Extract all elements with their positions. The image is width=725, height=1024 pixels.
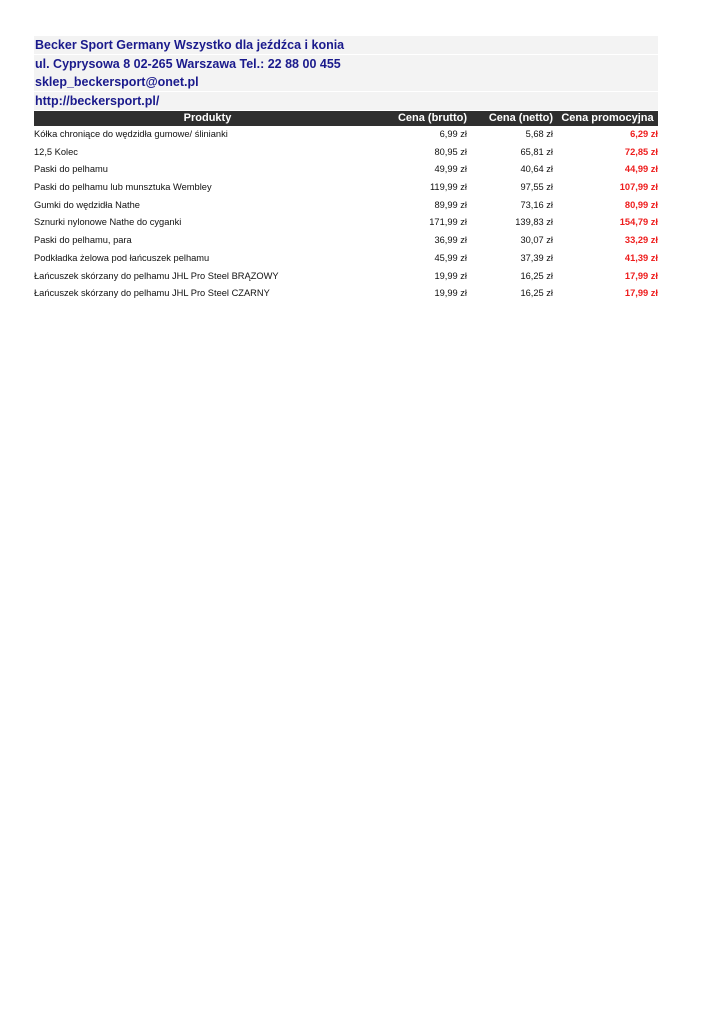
promo-price: 33,29 zł	[624, 235, 658, 246]
promo-price: 17,99 zł	[624, 270, 658, 281]
net-price: 30,07 zł	[520, 235, 553, 246]
gross-price: 6,99 zł	[439, 129, 467, 139]
product-name: Podkładka żelowa pod łańcuszek pelhamu	[34, 252, 210, 263]
gross-price: 89,99 zł	[434, 199, 467, 210]
table-row	[34, 161, 658, 179]
promo-price: 72,85 zł	[624, 146, 658, 157]
net-price: 139,83 zł	[515, 217, 553, 228]
table-row	[34, 232, 658, 250]
gross-price: 45,99 zł	[434, 252, 467, 263]
table-header	[34, 111, 658, 126]
gross-price: 36,99 zł	[434, 235, 467, 246]
product-name: Kółka chroniące do wędzidła gumowe/ ślinianki	[34, 129, 228, 139]
column-header-products: Produkty	[183, 112, 232, 124]
gross-price: 19,99 zł	[434, 288, 467, 299]
net-price: 37,39 zł	[520, 252, 553, 263]
product-name: 12,5 Kolec	[34, 146, 78, 157]
product-name: Sznurki nylonowe Nathe do cyganki	[34, 217, 182, 228]
net-price: 97,55 zł	[520, 182, 553, 193]
shop-email[interactable]: sklep_beckersport@onet.pl	[34, 73, 658, 91]
net-price: 73,16 zł	[520, 199, 553, 210]
promo-price: 6,29 zł	[630, 129, 658, 139]
promo-price: 107,99 zł	[619, 182, 658, 193]
shop-name: Becker Sport Germany Wszystko dla jeźdźca i konia	[34, 36, 658, 54]
net-price: 16,25 zł	[520, 270, 553, 281]
net-price: 40,64 zł	[520, 164, 553, 175]
gross-price: 171,99 zł	[429, 217, 467, 228]
promo-price: 44,99 zł	[624, 164, 658, 175]
price-table	[34, 111, 658, 303]
table-row	[34, 285, 658, 303]
net-price: 5,68 zł	[525, 129, 553, 139]
promo-price: 154,79 zł	[619, 217, 658, 228]
column-header-gross-price: Cena (brutto)	[397, 112, 467, 124]
table-row	[34, 214, 658, 232]
net-price: 65,81 zł	[520, 146, 553, 157]
table-row	[34, 179, 658, 197]
column-header-net-price: Cena (netto)	[488, 112, 553, 124]
table-row	[34, 250, 658, 268]
shop-website-link[interactable]: http://beckersport.pl/	[34, 92, 658, 110]
product-name: Łańcuszek skórzany do pelhamu JHL Pro Steel BRĄZOWY	[34, 270, 279, 281]
shop-address: ul. Cyprysowa 8 02-265 Warszawa Tel.: 22 88 00 455	[34, 55, 658, 73]
product-name: Paski do pelhamu	[34, 164, 108, 175]
gross-price: 49,99 zł	[434, 164, 467, 175]
gross-price: 80,95 zł	[434, 146, 467, 157]
column-header-promo-price: Cena promocyjna	[561, 112, 654, 124]
table-row	[34, 197, 658, 215]
table-row	[34, 144, 658, 162]
promo-price: 17,99 zł	[624, 288, 658, 299]
table-row	[34, 126, 658, 144]
gross-price: 119,99 zł	[429, 182, 467, 193]
net-price: 16,25 zł	[520, 288, 553, 299]
product-name: Paski do pelhamu lub munsztuka Wembley	[34, 182, 212, 193]
shop-header	[34, 36, 658, 110]
product-name: Łańcuszek skórzany do pelhamu JHL Pro Steel CZARNY	[34, 288, 270, 299]
promo-price: 41,39 zł	[624, 252, 658, 263]
product-name: Gumki do wędzidła Nathe	[34, 199, 140, 210]
gross-price: 19,99 zł	[434, 270, 467, 281]
promo-price: 80,99 zł	[624, 199, 658, 210]
product-name: Paski do pelhamu, para	[34, 235, 132, 246]
table-row	[34, 268, 658, 286]
